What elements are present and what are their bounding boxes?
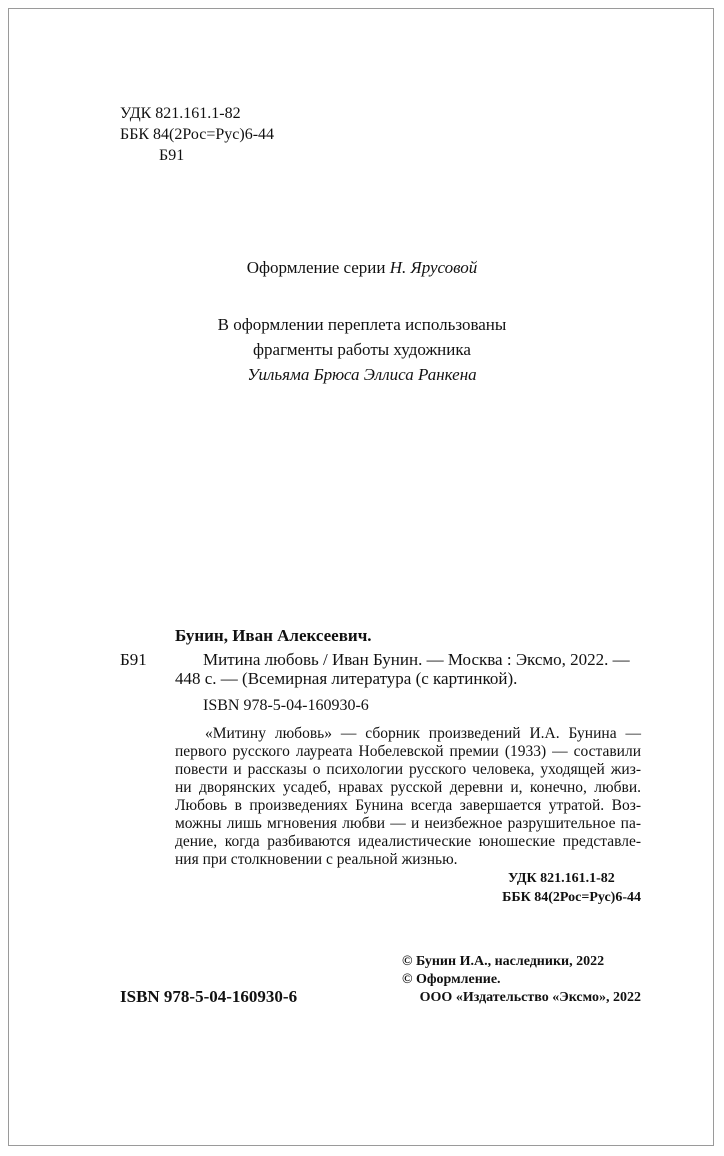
copyright-author: © Бунин И.А., наследники, 2022 xyxy=(402,954,605,969)
bbk-code: ББК 84(2Рос=Рус)6-44 xyxy=(120,126,275,143)
copyright-design: © Оформление. xyxy=(402,972,501,987)
catalog-bbk-bottom: ББК 84(2Рос=Рус)6-44 xyxy=(502,890,641,905)
series-designer-name: Н. Ярусовой xyxy=(389,258,478,277)
annotation-line: дение, когда разбиваются идеалистические юношеские представле- xyxy=(175,833,641,850)
cover-credit-line-2: фрагменты работы художника xyxy=(253,340,471,359)
catalog-author-mark: Б91 xyxy=(120,650,147,669)
catalog-annotation xyxy=(175,726,641,870)
cover-credit-line-1: В оформлении переплета использованы xyxy=(217,315,507,334)
annotation-line: Любовь в произведениях Бунина всегда завершается утратой. Воз- xyxy=(175,797,641,814)
footer-isbn: ISBN 978-5-04-160930-6 xyxy=(120,987,298,1006)
author-mark-code: Б91 xyxy=(159,147,185,164)
annotation-line: можны лишь мгновения любви — и неизбежное разрушительное па- xyxy=(175,815,641,832)
catalog-isbn: ISBN 978-5-04-160930-6 xyxy=(203,697,369,714)
series-design-credit xyxy=(0,259,724,276)
cover-artist-name: Уильяма Брюса Эллиса Ранкена xyxy=(247,365,477,384)
page-border xyxy=(8,8,714,1146)
annotation-line: «Митину любовь» — сборник произведений И.А. Бунина — xyxy=(205,725,641,742)
annotation-line: ни дворянских усадеб, нравах русской деревни и, конечно, любви. xyxy=(175,779,641,796)
annotation-line: первого русского лауреата Нобелевской премии (1933) — составили xyxy=(175,743,641,760)
annotation-line: ния при столкновении с реальной жизнью. xyxy=(175,851,458,868)
udk-code: УДК 821.161.1-82 xyxy=(120,105,241,122)
series-design-prefix: Оформление серии xyxy=(246,258,386,277)
catalog-author-heading: Бунин, Иван Алексеевич. xyxy=(175,626,372,645)
catalog-pages-line: 448 с. — (Всемирная литература (с картинкой). xyxy=(175,669,518,688)
annotation-line: повести и рассказы о психологии русского человека, уходящей жиз- xyxy=(175,761,641,778)
catalog-udk-bottom: УДК 821.161.1-82 xyxy=(508,871,615,886)
catalog-title-line: Митина любовь / Иван Бунин. — Москва : Эксмо, 2022. — xyxy=(203,650,630,669)
publisher-copyright: ООО «Издательство «Эксмо», 2022 xyxy=(419,990,641,1005)
